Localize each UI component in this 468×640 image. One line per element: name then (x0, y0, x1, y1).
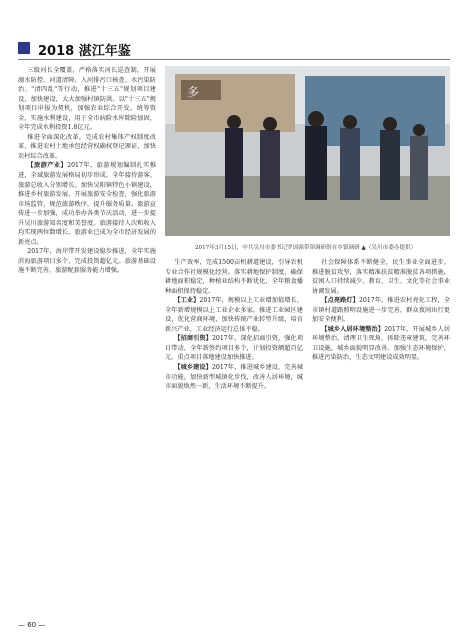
column-1 (18, 66, 156, 616)
col2-paragraph (165, 258, 303, 296)
header-rule (18, 59, 450, 60)
paragraph-text: 2017年，旅游规划编制扎实推进，全域旅游发展格局初步形成。全年接待游客、旅游总收入分别增长。加快吴阳镇特色小镇建设，推进乡村旅游发展，开展旅游安全检查，强化旅游市场监管，规范旅游秩序，提升服务质量。旅游宣传进一步加强，成功举办各类节庆活动，进一步提升吴川旅游知名度和美誉度。旅游接待人次和收入均实现两位数增长，旅游业已成为全市经济发展的新亮点。 (18, 162, 156, 246)
news-photo (165, 66, 450, 236)
yearbook-header (18, 40, 168, 59)
page-number: — 60 — (18, 621, 46, 629)
paragraph-text: 社会保障体系不断健全，民生事业全面进步。推进脱贫攻坚，落实精准扶贫精准脱贫各项措施，贫困人口持续减少。教育、卫生、文化等社会事业协调发展。 (312, 259, 450, 295)
col2-paragraph (165, 296, 303, 334)
photo-sign-text: 多 (187, 85, 200, 99)
col1-paragraph (18, 133, 156, 162)
section-heading: 【点亮路灯】 (321, 297, 359, 305)
section-heading: 【旅游产业】 (27, 162, 68, 170)
col3-paragraph (312, 325, 450, 363)
paragraph-text: 2017年，深化招商引资，强化项目带动，全年新签约项目多个，计划投资额超百亿元。重点项目落地建设加快推进。 (165, 335, 303, 362)
col3-paragraph (312, 258, 450, 296)
photo-caption: 2017年3月15日，中共吴川市委书记罗国强带领调研组在乡镇调研 ▲（吴川市委办提供） (195, 245, 417, 251)
paragraph-text: 2017年，海岸带开发建设稳步推进，全年实施滨海旅游项目多个，完成投资超亿元。旅游基础设施不断完善，旅游配套服务能力增强。 (18, 248, 156, 275)
col1-paragraph (18, 161, 156, 247)
section-heading: 【城乡建设】 (174, 364, 212, 372)
column-2 (165, 258, 303, 616)
header-bar-mark (18, 42, 30, 54)
col2-paragraph (165, 334, 303, 363)
section-heading: 【城乡人居环境整治】 (321, 325, 385, 333)
header-title: 2018 湛江年鉴 (38, 44, 131, 59)
column-3 (312, 258, 450, 616)
paragraph-text: 三级河长全覆盖，严格落实河长巡查制，开展溺水防控、河道清障、入河排污口核查、水污染防治、"清四乱"等行动，推进"十三五"规划项目建设，加快建设，大大加强村镇防洪。以"十三五"规划项目申报为契机，加强农业综合开发。统筹资金，实施水利建设，用于全市病险水库除险加固，全年完成水利投资1.8亿元。 (18, 67, 156, 132)
paragraph-text: 2017年，规模以上工业增加值增长，全年新增规模以上工业企业多家。推进工业园区建设，优化营商环境，加快传统产业转型升级，培育新兴产业，工业经济运行总体平稳。 (165, 297, 303, 333)
col3-paragraph (312, 296, 450, 325)
paragraph-text: 生产效率，完成1500亩机耕道建设，引导农机专业合作社规模化经营。落实耕地保护制度，确保耕地面积稳定，种植业结构不断优化，全年粮食播种面积保持稳定。 (165, 259, 303, 295)
news-photo-illustration (165, 66, 450, 236)
col1-paragraph (18, 66, 156, 133)
paragraph-text: 2017年，开展城乡人居环境整治，清理卫生死角，拆除违章建筑，完善环卫设施，城乡面貌明显改善。加强生态环境保护，推进污染防治，生态文明建设成效明显。 (312, 325, 450, 362)
paragraph-text: 推进全面深化改革，完成农村集体产权制度改革，推进农村土地承包经营权确权登记颁证，加快农村综合改革。 (18, 133, 156, 160)
col2-paragraph (165, 363, 303, 392)
paragraph-text: 2017年，推进农村亮化工程，全市镇村道路照明设施进一步完善，群众夜间出行更加安全便利。 (312, 297, 450, 324)
section-heading: 【招商引资】 (174, 335, 212, 343)
section-heading: 【工业】 (174, 297, 200, 305)
col1-paragraph (18, 247, 156, 276)
paragraph-text: 2017年，推进城乡建设，完善城市功能，加快新型城镇化步伐，改善人居环境，城市面貌焕然一新，生活环境不断提升。 (165, 364, 303, 391)
